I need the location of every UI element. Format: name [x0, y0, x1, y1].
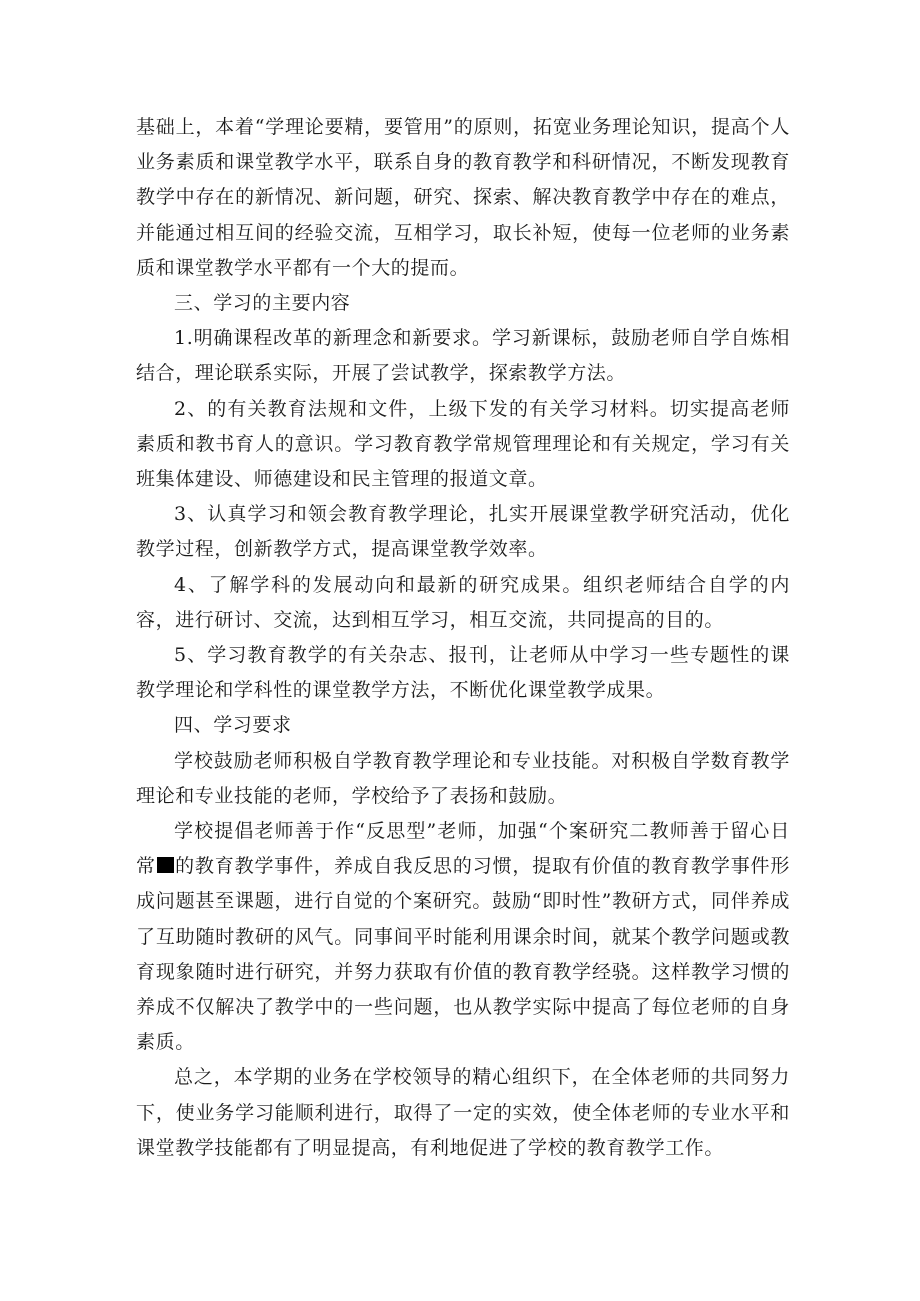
paragraph-text-after-redaction: 的教育教学事件，养成自我反思的习惯，提取有价值的教育教学事件形成问题甚至课题，进行自觉的个案研究。鼓励“即时性”教研方式，同伴养成了互助随时教研的风气。同事间平时能利用课余时间，就某个教学问题或教育现象随时进行研究，并努力获取有价值的教育教学经骁。这样教学习惯的养成不仅解决了教学中的一些问题，也从教学实际中提高了每位老师的自身素质。: [136, 855, 790, 1054]
document-page: [136, 110, 790, 1166]
paragraph-item-3: 3、认真学习和领会教育教学理论，扎实开展课堂教学研究活动，优化教学过程，创新教学方式，提高课堂教学效率。: [136, 503, 790, 561]
paragraph-item-1: 1.明确课程改革的新理念和新要求。学习新课标，鼓励老师自学自炼相结合，理论联系实际，开展了尝试教学，探索教学方法。: [136, 327, 790, 385]
section-heading-main-content: 三、学习的主要内容: [174, 292, 351, 315]
section-heading-requirements: 四、学习要求: [174, 714, 292, 737]
paragraph-intro-continuation: 基础上，本着“学理论要精，要管用”的原则，拓宽业务理论知识，提高个人业务素质和课堂教学水平，联系自身的教育教学和科研情况，不断发现教育教学中存在的新情况、新问题，研究、探索、解决教育教学中存在的难点，并能通过相互间的经验交流，互相学习，取长补短，使每一位老师的业务素质和课堂教学水平都有一个大的提而。: [136, 116, 790, 279]
paragraph-item-5: 5、学习教育教学的有关杂志、报刊，让老师从中学习一些专题性的课教学理论和学科性的课堂教学方法，不断优化课堂教学成果。: [136, 644, 790, 702]
paragraph-item-4: 4、了解学科的发展动向和最新的研究成果。组织老师结合自学的内容，进行研讨、交流，达到相互学习，相互交流，共同提高的目的。: [136, 573, 790, 631]
paragraph-item-2: 2、的有关教育法规和文件，上级下发的有关学习材料。切实提高老师素质和教书育人的意识。学习教育教学常规管理理论和有关规定，学习有关班集体建设、师德建设和民主管理的报道文章。: [136, 397, 790, 491]
paragraph-conclusion: 总之，本学期的业务在学校领导的精心组织下，在全体老师的共同努力下，使业务学习能顺利进行，取得了一定的实效，使全体老师的专业水平和课堂教学技能都有了明显提高，有利地促进了学校的教育教学工作。: [136, 1066, 790, 1159]
paragraph-requirement-reflective: [136, 814, 790, 1060]
paragraph-text-before-redaction: 学校提倡老师善于作“反思型”老师，加强“个案研究二教师善于留心日常: [136, 820, 790, 878]
redaction-block: [157, 857, 174, 873]
paragraph-requirement-self-study: 学校鼓励老师积极自学教育教学理论和专业技能。对积极自学数育教学理论和专业技能的老师，学校给予了表扬和鼓励。: [136, 749, 790, 807]
